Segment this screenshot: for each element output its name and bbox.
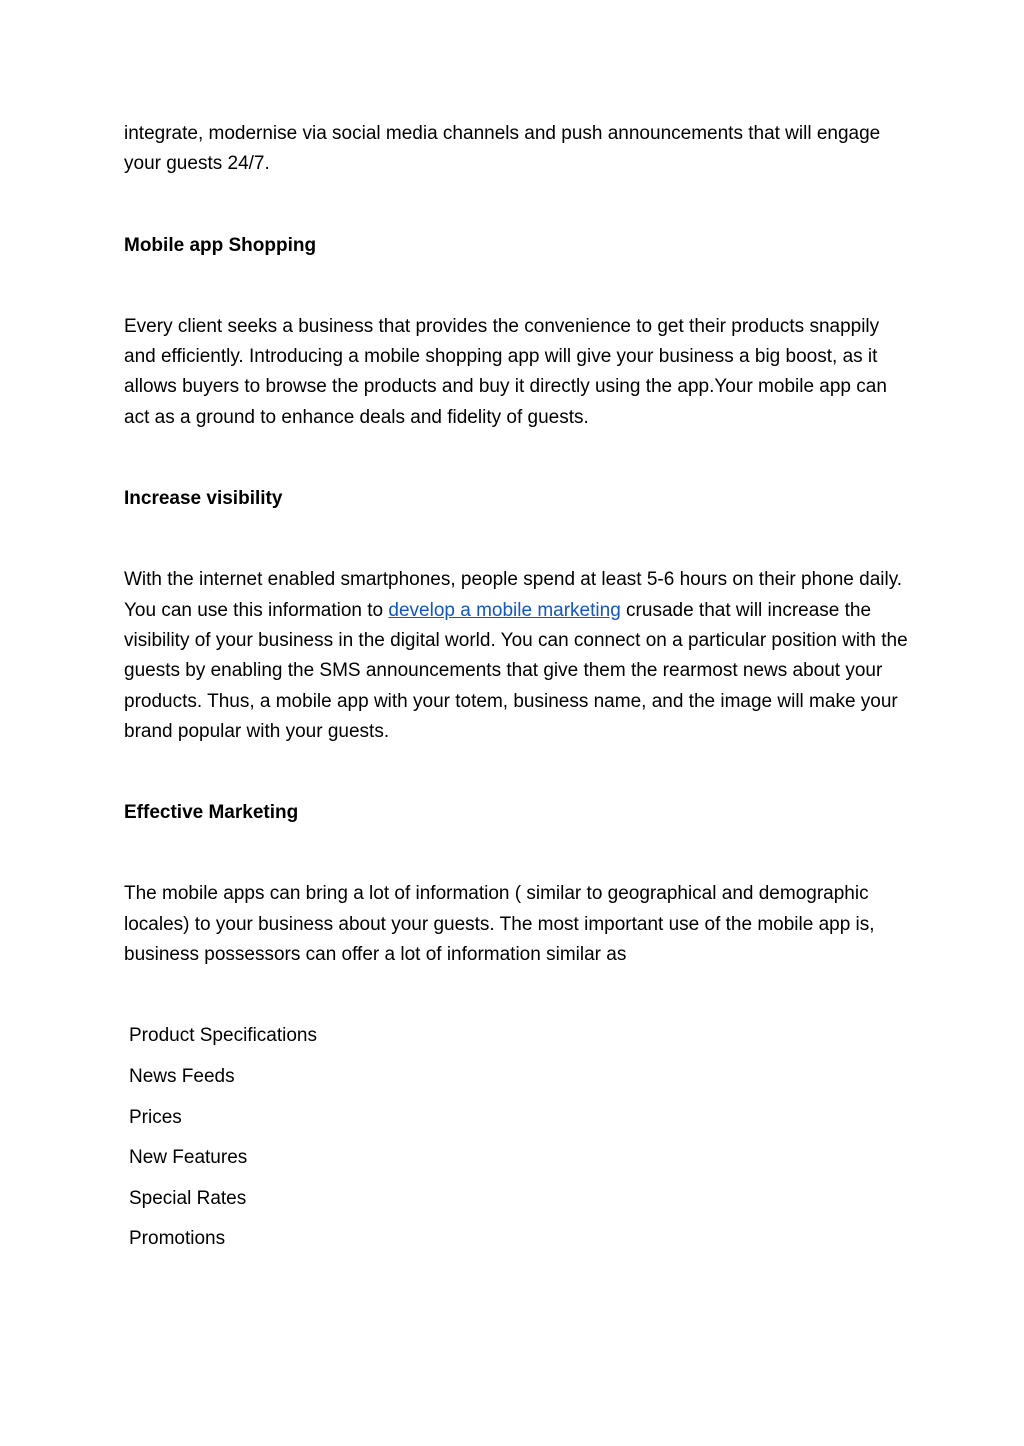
- intro-paragraph: integrate, modernise via social media channels and push announcements that will engage your guests 24/7.: [124, 123, 881, 175]
- list-item: Special Rates: [129, 1187, 247, 1209]
- visibility-text-before-link: With the internet enabled smartphones, people spend at least 5-6 hours on their phone daily. You can use this information to: [124, 569, 903, 621]
- paragraph-mobile-app-shopping: Every client seeks a business that provides the convenience to get their products snappily and efficiently. Introducing a mobile shopping app will give your business a big boost, as it allows buyers to browse the products and buy it directly using the app.Your mobile app can act as a ground to enhance deals and fidelity of guests.: [124, 315, 887, 428]
- list-item: Promotions: [129, 1228, 226, 1250]
- develop-mobile-marketing-link[interactable]: develop a mobile marketing: [388, 599, 621, 621]
- paragraph-effective-marketing: The mobile apps can bring a lot of information ( similar to geographical and demographic locales) to your business about your guests. The most important use of the mobile app is, business possessors can offer a lot of information similar as: [124, 883, 875, 966]
- list-item: New Features: [129, 1147, 248, 1169]
- heading-increase-visibility: Increase visibility: [124, 488, 283, 510]
- list-item: Product Specifications: [129, 1025, 317, 1047]
- feature-list: [124, 1016, 914, 1260]
- list-item: News Feeds: [129, 1065, 235, 1087]
- visibility-text-after-link: crusade that will increase the visibility of your business in the digital world. You can connect on a particular position with the guests by enabling the SMS announcements that give them the rearmost news about your products. Thus, a mobile app with your totem, business name, and the image will make your brand popular with your guests.: [124, 599, 908, 742]
- heading-mobile-app-shopping: Mobile app Shopping: [124, 234, 317, 256]
- document-page: [124, 119, 914, 1260]
- heading-effective-marketing: Effective Marketing: [124, 802, 299, 824]
- list-item: Prices: [129, 1106, 182, 1128]
- paragraph-increase-visibility: [124, 565, 914, 747]
